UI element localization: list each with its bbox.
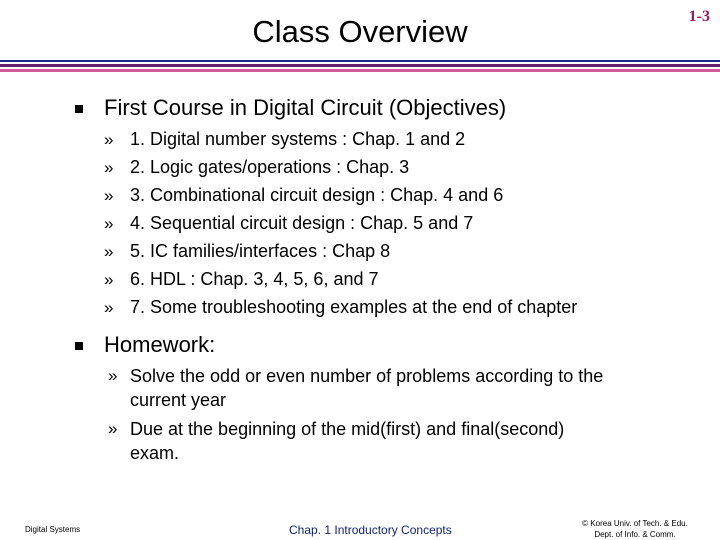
footer-copyright-line2: Dept. of Info. & Comm. — [594, 530, 676, 539]
slide-number: 1-3 — [688, 8, 710, 25]
chevron-bullet-icon: » — [104, 186, 114, 205]
objectives-heading — [75, 95, 506, 121]
square-bullet-icon — [75, 342, 83, 350]
list-item-text: Due at the beginning of the mid(first) and final(second) — [130, 419, 565, 439]
homework-heading-text: Homework: — [104, 332, 216, 357]
homework-heading — [75, 332, 215, 358]
list-item-text: 1. Digital number systems : Chap. 1 and 2 — [130, 129, 466, 149]
square-bullet-icon — [75, 105, 83, 113]
list-item-text: 4. Sequential circuit design : Chap. 5 and 7 — [130, 213, 474, 233]
chevron-bullet-icon: » — [104, 130, 114, 149]
list-item — [104, 269, 378, 290]
chevron-bullet-icon: » — [104, 158, 114, 177]
header-rule-top — [0, 60, 720, 62]
header-rule-bottom — [0, 69, 720, 72]
list-item — [104, 241, 390, 262]
header-rule-mid — [0, 64, 720, 67]
chevron-bullet-icon: » — [108, 419, 118, 438]
list-item-text: exam. — [130, 443, 180, 463]
list-item-text: Solve the odd or even number of problems according to the — [130, 366, 604, 386]
list-item — [108, 364, 603, 412]
list-item — [108, 417, 564, 465]
list-item — [104, 157, 409, 178]
footer-copyright-line1: © Korea Univ. of Tech. & Edu. — [582, 519, 688, 528]
chevron-bullet-icon: » — [104, 242, 114, 261]
list-item — [104, 213, 473, 234]
list-item-text: 6. HDL : Chap. 3, 4, 5, 6, and 7 — [130, 269, 379, 289]
list-item-text: 2. Logic gates/operations : Chap. 3 — [130, 157, 410, 177]
chevron-bullet-icon: » — [104, 214, 114, 233]
list-item-text: 3. Combinational circuit design : Chap. 4 and 6 — [130, 185, 504, 205]
footer-course: Digital Systems — [25, 525, 81, 534]
chevron-bullet-icon: » — [104, 298, 114, 317]
list-item-text: 7. Some troubleshooting examples at the end of chapter — [130, 297, 578, 317]
footer-chapter: Chap. 1 Introductory Concepts — [289, 523, 452, 537]
chevron-bullet-icon: » — [108, 366, 118, 385]
list-item — [104, 297, 577, 318]
list-item-text: current year — [130, 390, 227, 410]
footer-copyright — [555, 518, 715, 540]
list-item-text: 5. IC families/interfaces : Chap 8 — [130, 241, 391, 261]
list-item — [104, 129, 465, 150]
objectives-heading-text: First Course in Digital Circuit (Objectives) — [104, 95, 507, 120]
list-item — [104, 185, 503, 206]
chevron-bullet-icon: » — [104, 270, 114, 289]
slide-title: Class Overview — [252, 14, 468, 49]
